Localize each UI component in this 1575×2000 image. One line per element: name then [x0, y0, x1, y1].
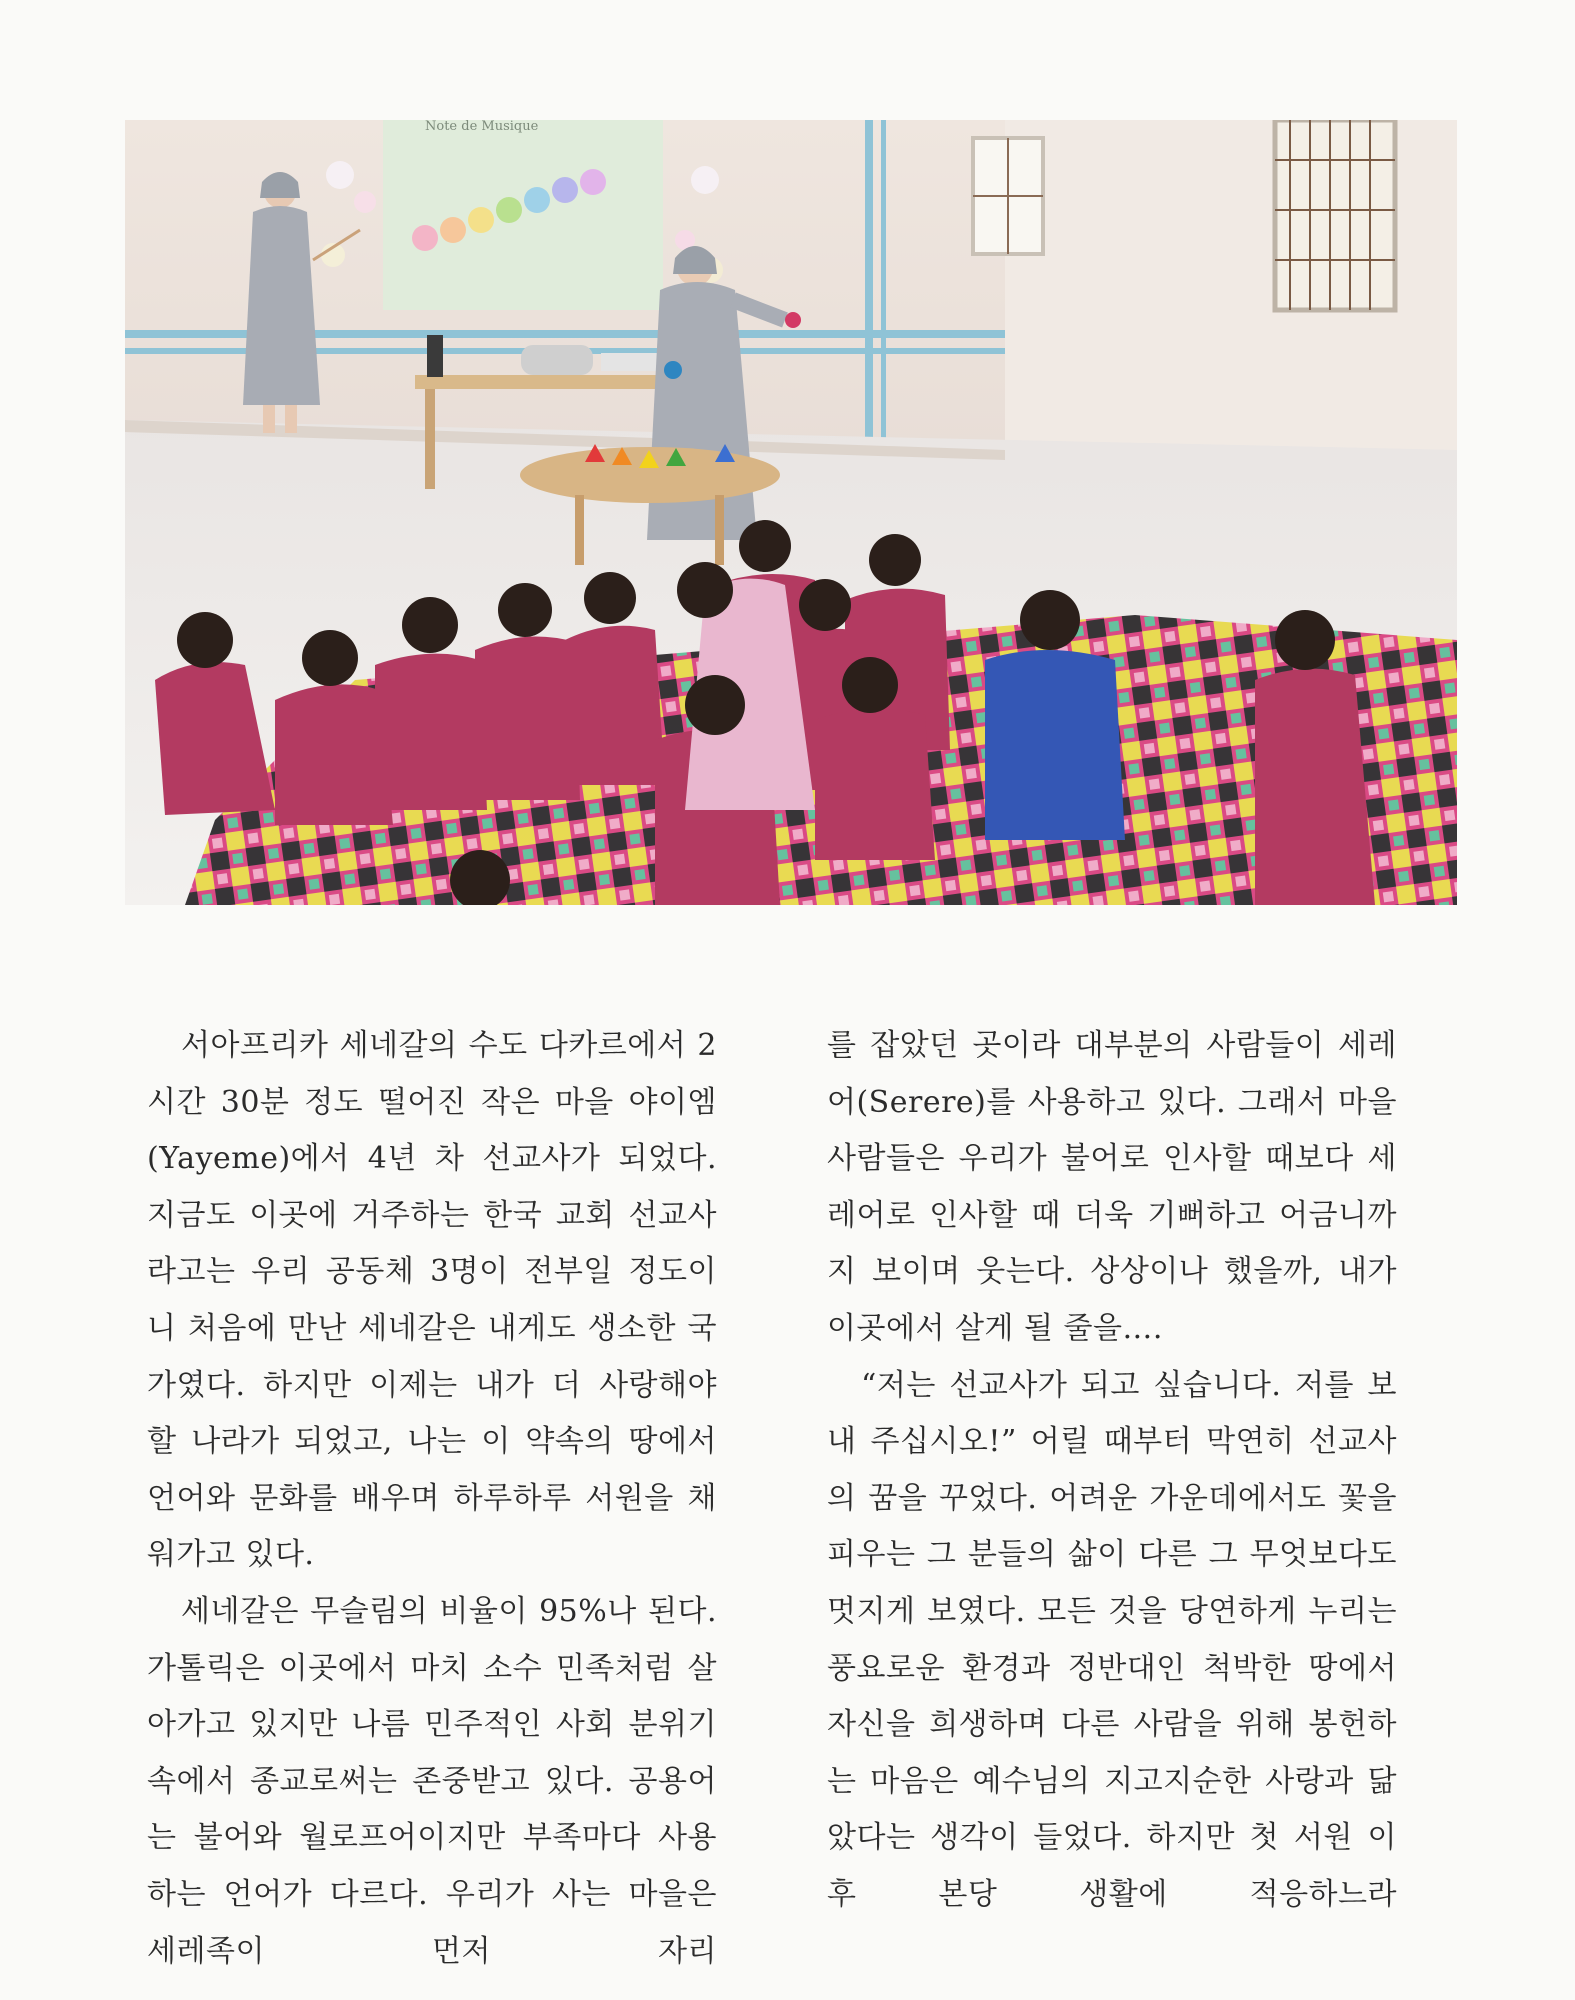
- projection-screen: [383, 120, 663, 310]
- article-column-right: [827, 1018, 1397, 1924]
- paragraph: 를 잡았던 곳이라 대부분의 사람들이 세레어(Serere)를 사용하고 있다. 그래서 마을 사람들은 우리가 불어로 인사할 때보다 세레어로 인사할 때 더욱 기뻐하고 어금니까지 보이며 웃는다. 상상이나 했을까, 내가 이곳에서 살게 될 줄을….: [827, 1028, 1397, 1346]
- paragraph: 서아프리카 세네갈의 수도 다카르에서 2시간 30분 정도 떨어진 작은 마을 야이엠(Yayeme)에서 4년 차 선교사가 되었다. 지금도 이곳에 거주하는 한국 교회 선교사라고는 우리 공동체 3명이 전부일 정도이니 처음에 만난 세네갈은 내게도 생소한 국가였다. 하지만 이제는 내가 더 사랑해야 할 나라가 되었고, 나는 이 약속의 땅에서 언어와 문화를 배우며 하루하루 서원을 채워가고 있다.: [147, 1028, 717, 1573]
- paragraph: 세네갈은 무슬림의 비율이 95%나 된다. 가톨릭은 이곳에서 마치 소수 민족처럼 살아가고 있지만 나름 민주적인 사회 분위기 속에서 종교로써는 존중받고 있다. 공용어는 불어와 월로프어이지만 부족마다 사용하는 언어가 다르다. 우리가 사는 마을은 세레족이 먼저 자리: [147, 1593, 717, 1969]
- window-left: [973, 138, 1043, 254]
- paragraph: “저는 선교사가 되고 싶습니다. 저를 보내 주십시오!” 어릴 때부터 막연히 선교사의 꿈을 꾸었다. 어려운 가운데에서도 꽃을 피우는 그 분들의 삶이 다른 그 무엇보다도 멋지게 보였다. 모든 것을 당연하게 누리는 풍요로운 환경과 정반대인 척박한 땅에서 자신을 희생하며 다른 사람을 위해 봉헌하는 마음은 예수님의 지고지순한 사랑과 닮았다는 생각이 들었다. 하지만 첫 서원 이후 본당 생활에 적응하느라: [827, 1367, 1397, 1912]
- classroom-photo: [125, 120, 1457, 905]
- window-right: [1275, 120, 1395, 310]
- article-column-left: [147, 1018, 717, 1980]
- screen-title: Note de Musique: [425, 120, 539, 134]
